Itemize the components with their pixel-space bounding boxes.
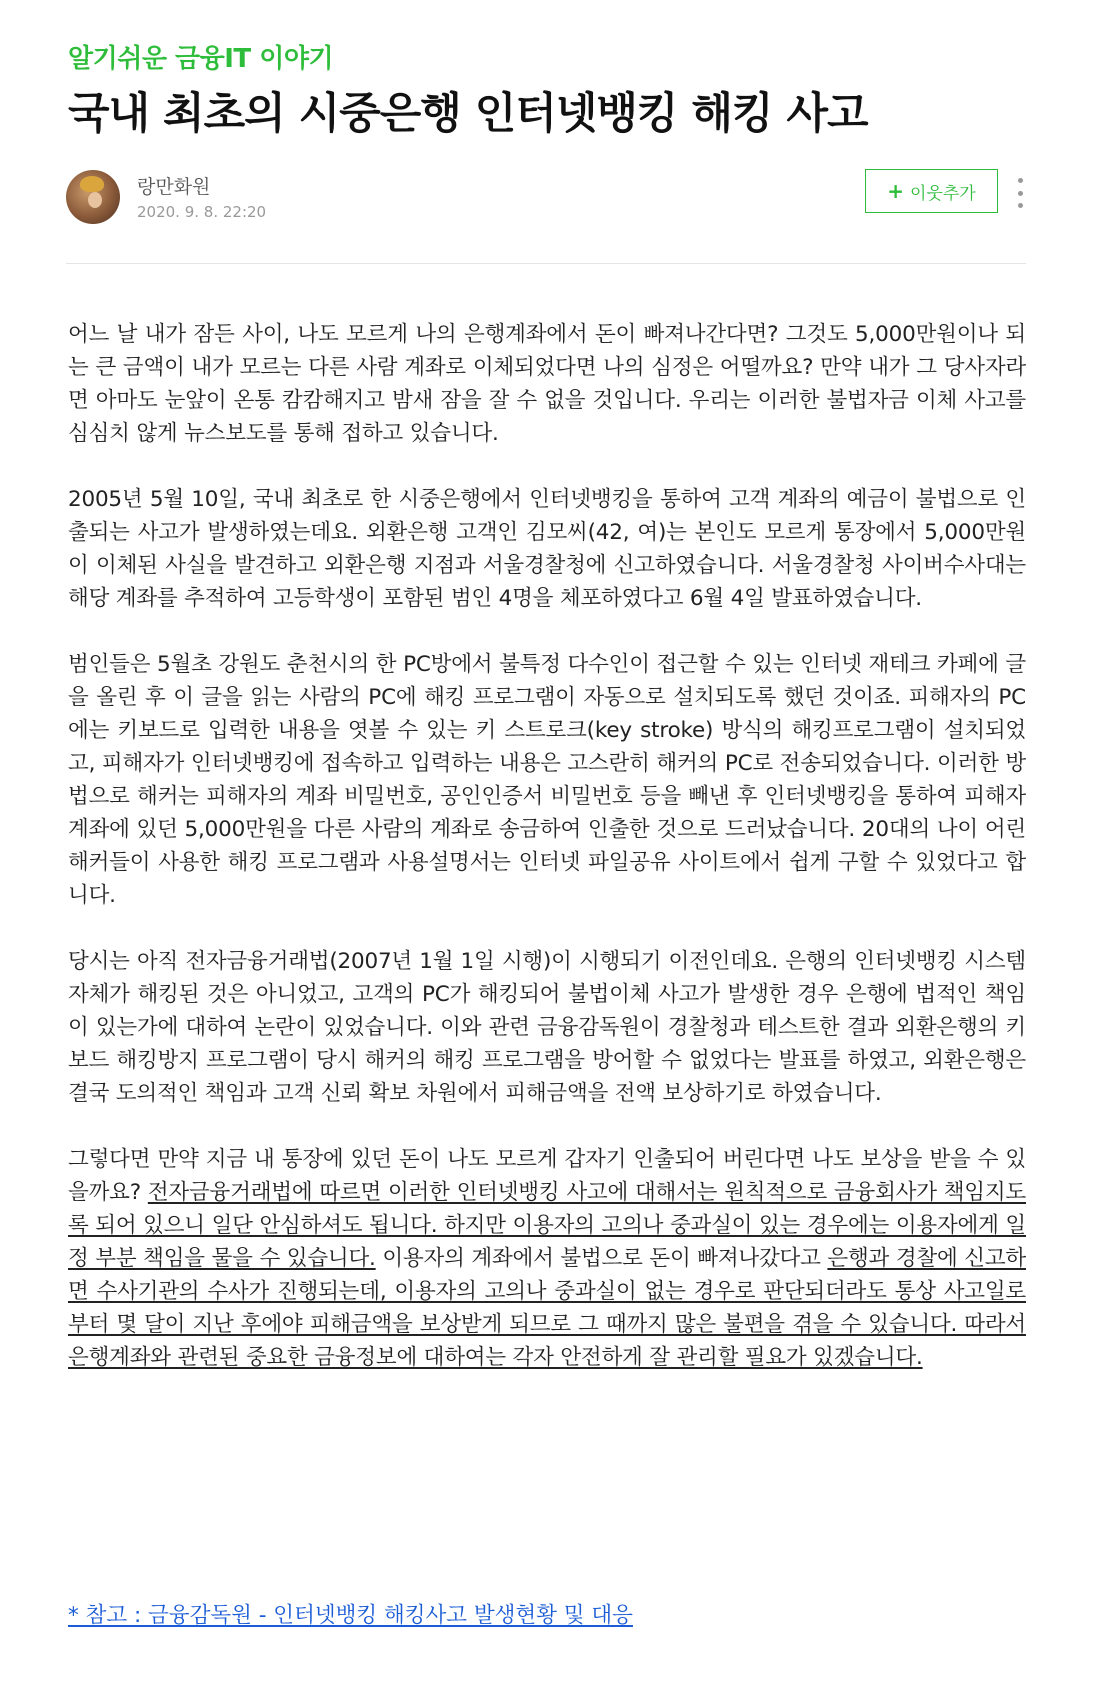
paragraph-5 <box>68 1143 1026 1374</box>
paragraph-5-middle: 이용자의 계좌에서 불법으로 돈이 빠져나갔다고 <box>375 1246 828 1271</box>
paragraph-4: 당시는 아직 전자금융거래법(2007년 1월 1일 시행)이 시행되기 이전인데요. 은행의 인터넷뱅킹 시스템 자체가 해킹된 것은 아니었고, 고객의 PC가 해킹되어 불법이체 사고가 발생한 경우 은행에 법적인 책임이 있는가에 대하여 논란이 있었습니다. 이와 관련 금융감독원이 경찰청과 테스트한 결과 외환은행의 키보드 해킹방지 프로그램이 당시 해커의 해킹 프로그램을 방어할 수 없었다는 발표를 하였고, 외환은행은 결국 도의적인 책임과 고객 신뢰 확보 차원에서 피해금액을 전액 보상하기로 하였습니다. <box>68 949 1026 1106</box>
avatar-hat-shape <box>80 176 104 192</box>
header-divider <box>66 263 1026 264</box>
paragraph-5-underlined-1: 전자금융거래법에 따르면 이러한 인터넷뱅킹 사고에 대해서는 원칙적으로 금융회사가 책임지도록 되어 있으니 일단 안심하셔도 됩니다. 하지만 이용자의 고의나 중과실이 있는 경우에는 이용자에게 일정 부분 책임을 물을 수 있습니다. <box>68 1180 1026 1271</box>
reference-link[interactable]: * 참고 : 금융감독원 - 인터넷뱅킹 해킹사고 발생현황 및 대응 <box>68 1603 633 1628</box>
paragraph-1: 어느 날 내가 잠든 사이, 나도 모르게 나의 은행계좌에서 돈이 빠져나간다면? 그것도 5,000만원이나 되는 큰 금액이 내가 모르는 다른 사람 계좌로 이체되었다면 나의 심정은 어떨까요? 만약 내가 그 당사자라면 아마도 눈앞이 온통 캄캄해지고 밤새 잠을 잘 수 없을 것입니다. 우리는 이러한 불법자금 이체 사고를 심심치 않게 뉴스보도를 통해 접하고 있습니다. <box>68 322 1026 446</box>
author-avatar[interactable] <box>66 170 120 224</box>
paragraph-5-intro: 그렇다면 만약 지금 내 통장에 있던 돈이 나도 모르게 갑자기 인출되어 버린다면 나도 보상을 받을 수 있을까요? <box>68 1147 1026 1205</box>
more-options-icon[interactable] <box>1015 178 1025 208</box>
add-neighbor-label: 이웃추가 <box>910 183 976 204</box>
author-name[interactable]: 랑만화원 <box>137 176 211 198</box>
paragraph-5-underlined-2: 은행과 경찰에 신고하면 수사기관의 수사가 진행되는데, 이용자의 고의나 중과실이 없는 경우로 판단되더라도 통상 사고일로부터 몇 달이 지난 후에야 피해금액을 보상받게 되므로 그 때까지 많은 불편을 겪을 수 있습니다. 따라서 은행계좌와 관련된 중요한 금융정보에 대하여는 각자 안전하게 잘 관리할 필요가 있겠습니다. <box>68 1246 1026 1370</box>
post-date: 2020. 9. 8. 22:20 <box>137 203 267 221</box>
post-body <box>68 318 1026 1407</box>
blog-category[interactable]: 알기쉬운 금융IT 이야기 <box>68 44 334 74</box>
paragraph-3: 범인들은 5월초 강원도 춘천시의 한 PC방에서 불특정 다수인이 접근할 수 있는 인터넷 재테크 카페에 글을 올린 후 이 글을 읽는 사람의 PC에 해킹 프로그램이 자동으로 설치되도록 했던 것이죠. 피해자의 PC에는 키보드로 입력한 내용을 엿볼 수 있는 키 스트로크(key stroke) 방식의 해킹프로그램이 설치되었고, 피해자가 인터넷뱅킹에 접속하고 입력하는 내용은 고스란히 해커의 PC로 전송되었습니다. 이러한 방법으로 해커는 피해자의 계좌 비밀번호, 공인인증서 비밀번호 등을 빼낸 후 인터넷뱅킹을 통하여 피해자 계좌에 있던 5,000만원을 다른 사람의 계좌로 송금하여 인출한 것으로 드러났습니다. 20대의 나이 어린 해커들이 사용한 해킹 프로그램과 사용설명서는 인터넷 파일공유 사이트에서 쉽게 구할 수 있었다고 합니다. <box>68 652 1026 908</box>
plus-icon: + <box>887 179 905 203</box>
add-neighbor-button[interactable] <box>865 169 998 213</box>
avatar-face-shape <box>88 192 102 208</box>
post-title: 국내 최초의 시중은행 인터넷뱅킹 해킹 사고 <box>68 89 868 139</box>
paragraph-2: 2005년 5월 10일, 국내 최초로 한 시중은행에서 인터넷뱅킹을 통하여 고객 계좌의 예금이 불법으로 인출되는 사고가 발생하였는데요. 외환은행 고객인 김모씨(42, 여)는 본인도 모르게 통장에서 5,000만원이 이체된 사실을 발견하고 외환은행 지점과 서울경찰청에 신고하였습니다. 서울경찰청 사이버수사대는 해당 계좌를 추적하여 고등학생이 포함된 범인 4명을 체포하였다고 6월 4일 발표하였습니다. <box>68 487 1026 611</box>
